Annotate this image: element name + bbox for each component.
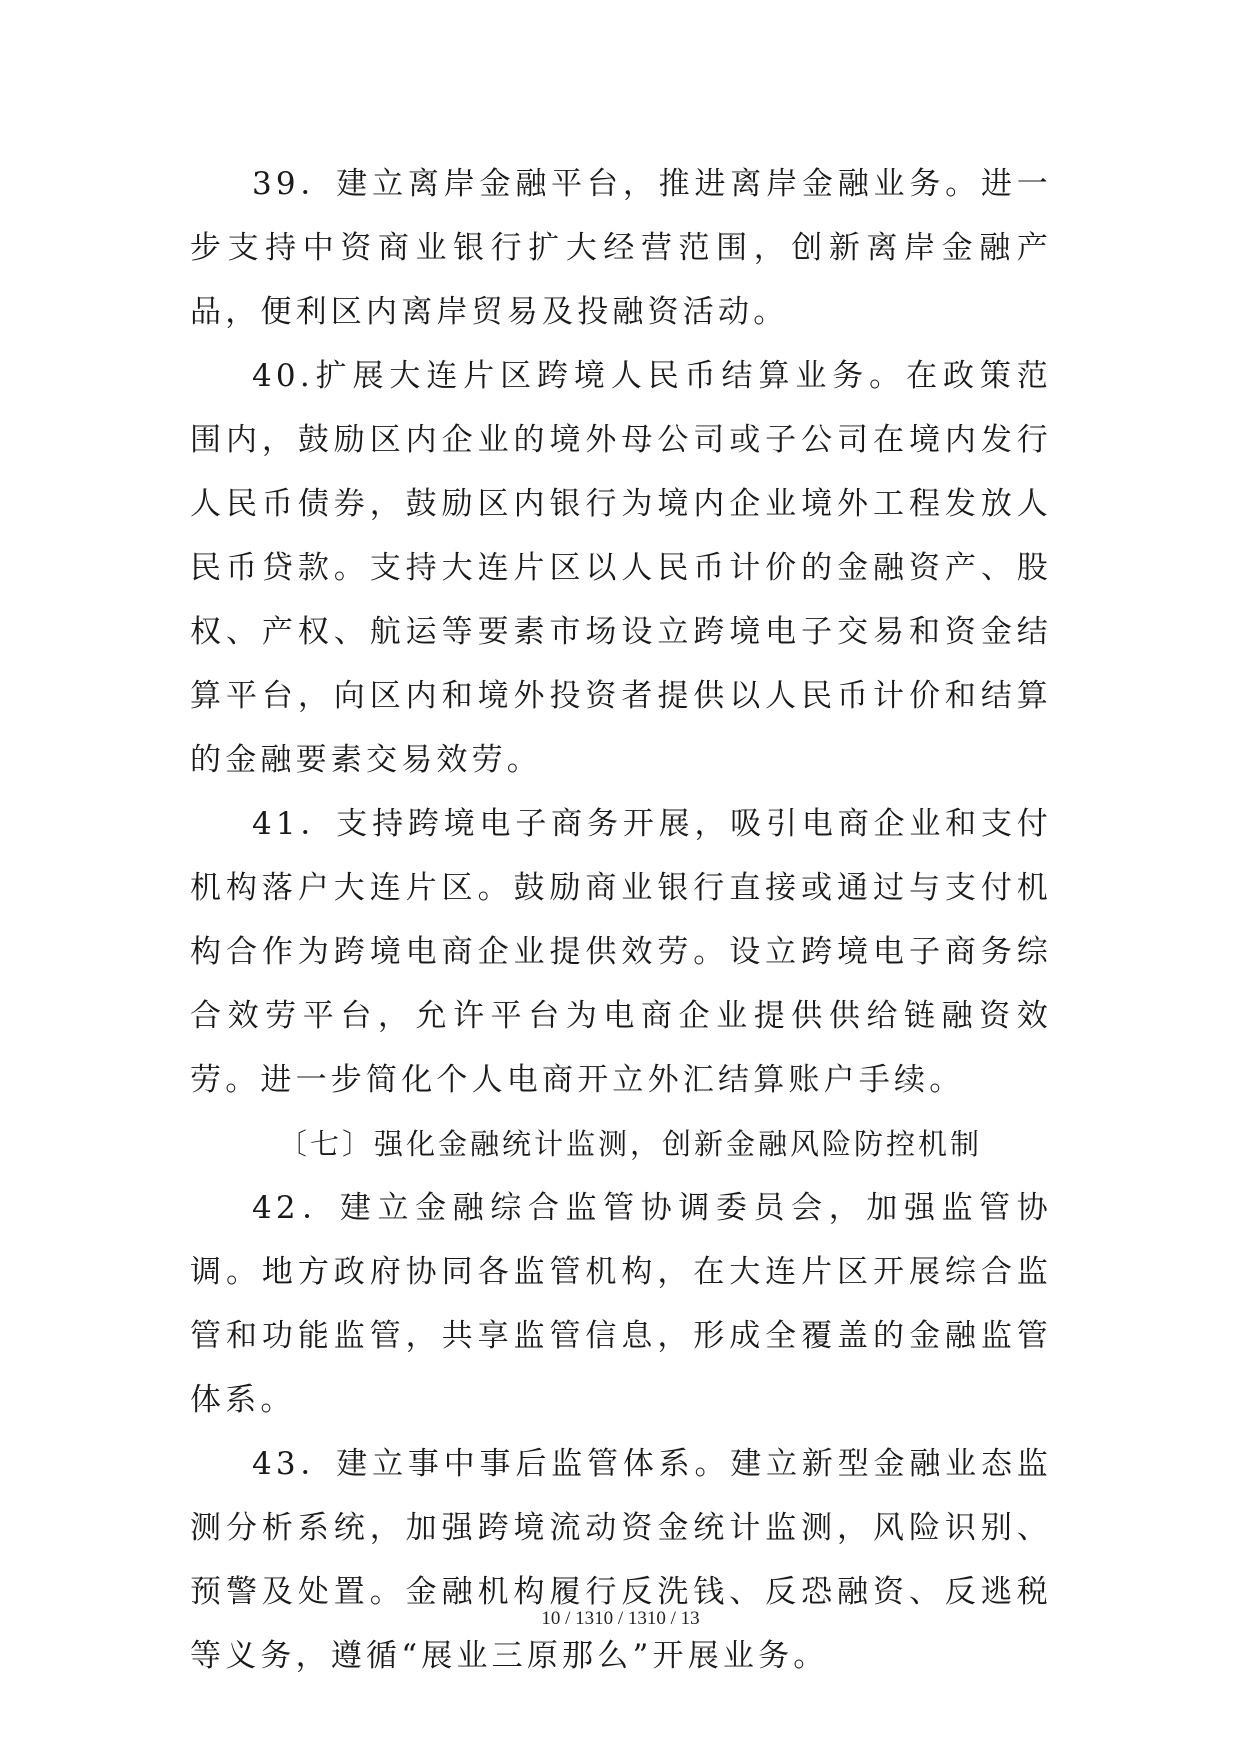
paragraph-40: 40.扩展大连片区跨境人民币结算业务。在政策范围内，鼓励区内企业的境外母公司或子公司在境内发行人民币债券，鼓励区内银行为境内企业境外工程发放人民币贷款。支持大连片区以人民币计价的金融资产、股权、产权、航运等要素市场设立跨境电子交易和资金结算平台，向区内和境外投资者提供以人民币计价和结算的金融要素交易效劳。 [190, 358, 1052, 778]
paragraph-39: 39．建立离岸金融平台，推进离岸金融业务。进一步支持中资商业银行扩大经营范围，创新离岸金融产品，便利区内离岸贸易及投融资活动。 [190, 166, 1052, 330]
document-body [190, 152, 1052, 1688]
paragraph-42: 42．建立金融综合监管协调委员会，加强监管协调。地方政府协同各监管机构，在大连片区开展综合监管和功能监管，共享监管信息，形成全覆盖的金融监管体系。 [190, 1190, 1052, 1418]
page-number: 10 / 1310 / 1310 / 13 [541, 1608, 700, 1629]
paragraph-41: 41．支持跨境电子商务开展，吸引电商企业和支付机构落户大连片区。鼓励商业银行直接或通过与支付机构合作为跨境电商企业提供效劳。设立跨境电子商务综合效劳平台，允许平台为电商企业提供供给链融资效劳。进一步简化个人电商开立外汇结算账户手续。 [190, 806, 1052, 1098]
paragraph-43: 43．建立事中事后监管体系。建立新型金融业态监测分析系统，加强跨境流动资金统计监测，风险识别、预警及处置。金融机构履行反洗钱、反恐融资、反逃税等义务，遵循“展业三原那么”开展业务。 [190, 1446, 1052, 1674]
section-heading: 〔七〕强化金融统计监测，创新金融风险防控机制 [278, 1127, 983, 1161]
